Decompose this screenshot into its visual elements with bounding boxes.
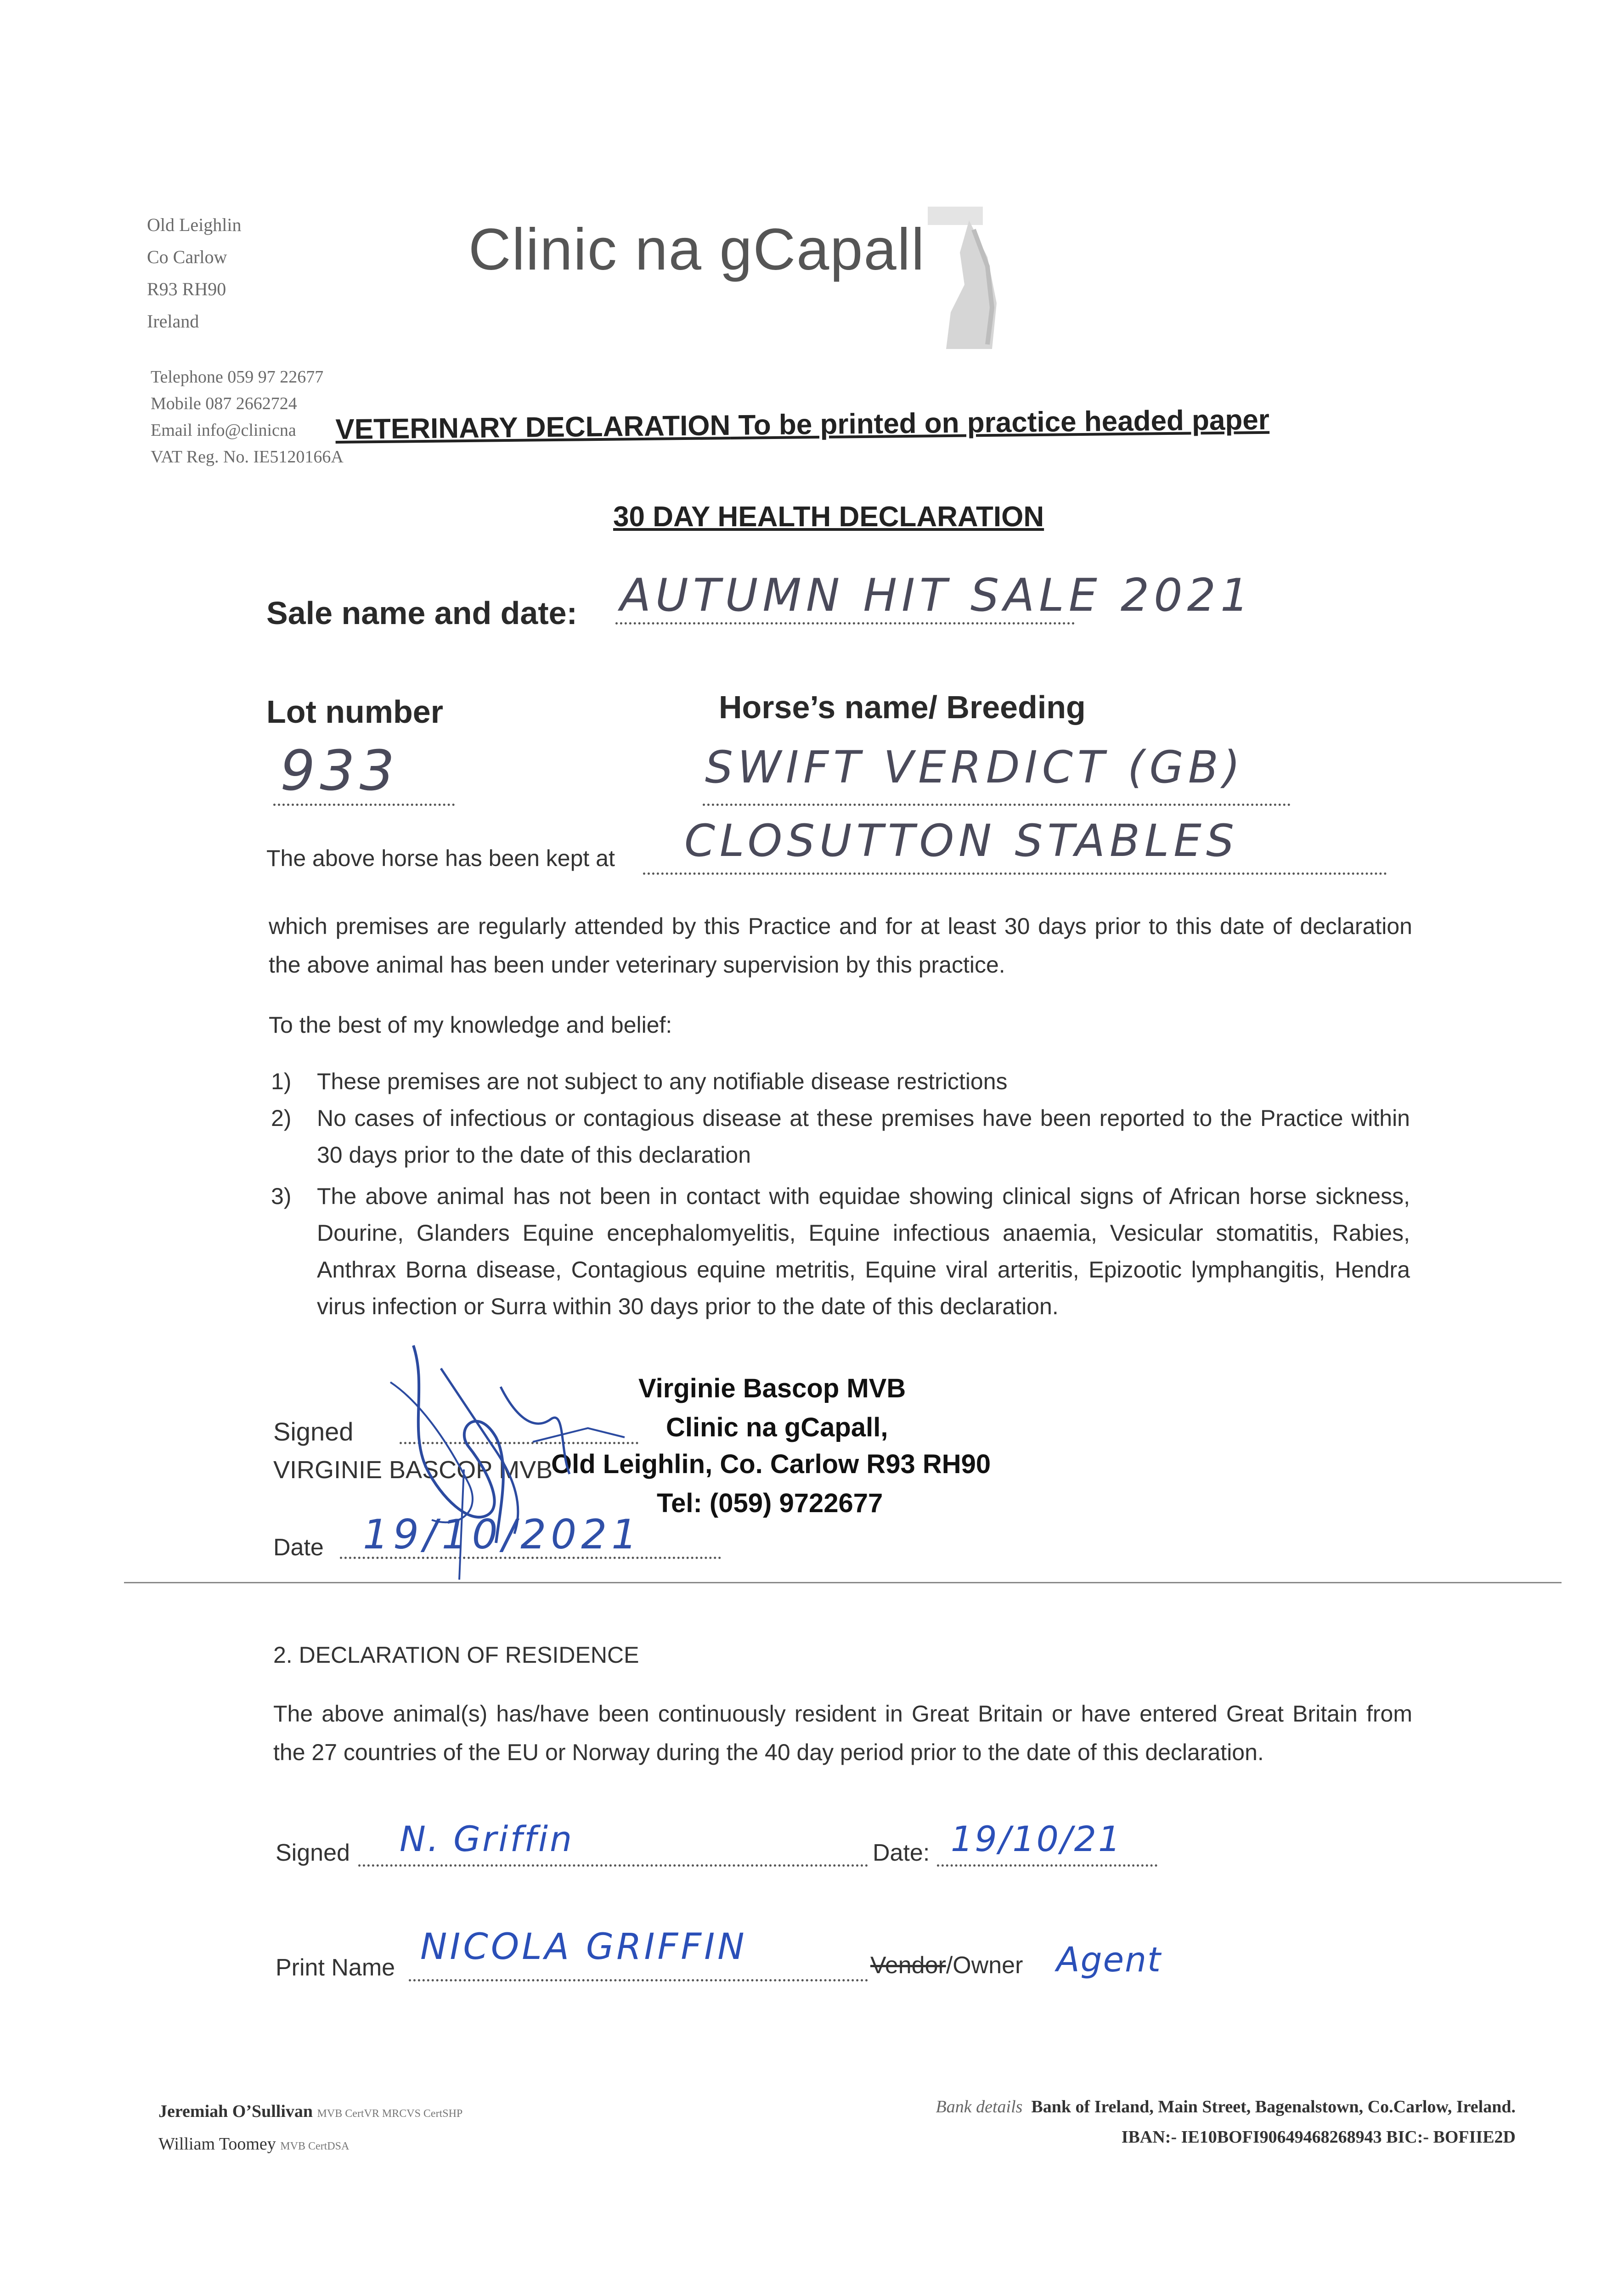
horse-logo-icon — [919, 202, 1010, 358]
stamp-name: Virginie Bascop MVB — [638, 1373, 906, 1403]
capacity-label — [870, 1952, 1023, 1979]
kept-value: CLOSUTTON STABLES — [684, 815, 1239, 867]
owner-label: /Owner — [946, 1952, 1023, 1979]
footer-vet-1 — [158, 2096, 462, 2129]
vet-date-value: 19/10/2021 — [363, 1511, 642, 1558]
capacity-value: Agent — [1056, 1940, 1162, 1980]
footer-vet-2-quals: MVB CertDSA — [280, 2140, 350, 2152]
vendor-label: Vendor — [870, 1952, 946, 1979]
print-name-value: NICOLA GRIFFIN — [420, 1926, 747, 1968]
address-line: Old Leighlin — [147, 214, 242, 235]
list-item-text: These premises are not subject to any notifiable disease restrictions — [317, 1069, 1008, 1094]
lot-value: 933 — [280, 739, 400, 803]
vet-declaration-heading: VETERINARY DECLARATION — [335, 409, 731, 445]
footer-vet-1-name: Jeremiah O’Sullivan — [158, 2102, 313, 2121]
residence-text: The above animal(s) has/have been continuously resident in Great Britain or have entered Great Britain from the 27 countries of the EU or Norway during the 40 day period prior to the date of this declaration. — [273, 1701, 1412, 1765]
health-declaration-title: 30 DAY HEALTH DECLARATION — [613, 501, 1044, 533]
clinic-logo-text: Clinic na gCapall — [468, 217, 925, 282]
vet-signed-label: Signed — [273, 1417, 354, 1446]
owner-date-label: Date: — [873, 1840, 930, 1866]
list-item-text: The above animal has not been in contact with equidae showing clinical signs of African horse sickness, Dourine, Glanders Equine encephalomyelitis, Equine infectious anaemia, Vesicular stomatitis, Rabies, Anthrax Borna disease, Contagious equine metritis, Equine viral arteritis, Epizootic lymphangitis, Hendra virus infection or Surra within 30 days prior to the date of this declaration. — [317, 1183, 1410, 1319]
email-line: Email info@clinicna — [151, 421, 296, 440]
stamp-telephone: Tel: (059) 9722677 — [657, 1488, 883, 1518]
residence-heading: 2. DECLARATION OF RESIDENCE — [273, 1642, 639, 1668]
premises-paragraph: which premises are regularly attended by this Practice and for at least 30 days prior to this date of declaration the above animal has been under veterinary supervision by this practice. — [269, 913, 1412, 978]
horse-value: SWIFT VERDICT (GB) — [705, 742, 1245, 793]
list-item-text: No cases of infectious or contagious disease at these premises have been reported to the Practice within 30 days prior to the date of this declaration — [317, 1105, 1410, 1168]
address-line: R93 RH90 — [147, 279, 226, 299]
bank-iban: IBAN:- IE10BOFI90649468268943 BIC:- BOFIIE2D — [1121, 2127, 1516, 2147]
list-item — [271, 1063, 1410, 1100]
list-item-number: 2) — [271, 1105, 292, 1131]
vet-signature — [349, 1332, 643, 1589]
clinic-address — [147, 209, 242, 338]
list-item-number: 3) — [271, 1183, 292, 1209]
telephone-line: Telephone 059 97 22677 — [151, 367, 324, 387]
address-line: Co Carlow — [147, 247, 227, 267]
vet-declaration-note: To be printed on practice headed paper — [730, 404, 1270, 441]
belief-paragraph: To the best of my knowledge and belief: — [269, 1012, 672, 1038]
footer-vet-1-quals: MVB CertVR MRCVS CertSHP — [317, 2108, 463, 2120]
sale-label: Sale name and date: — [266, 595, 577, 631]
lot-label: Lot number — [266, 694, 443, 730]
clinic-contact — [151, 364, 344, 470]
footer-bank — [758, 2092, 1516, 2152]
horse-label: Horse’s name/ Breeding — [719, 689, 1086, 725]
vet-name-line: VIRGINIE BASCOP MVB — [273, 1456, 553, 1484]
vet-date-label: Date — [273, 1534, 324, 1561]
vat-line: VAT Reg. No. IE5120166A — [151, 447, 344, 467]
footer-vet-2 — [158, 2129, 462, 2161]
stamp-clinic: Clinic na gCapall, — [666, 1412, 888, 1442]
list-item — [271, 1100, 1410, 1173]
owner-signature-value: N. Griffin — [400, 1818, 574, 1859]
sale-value: AUTUMN HIT SALE 2021 — [620, 569, 1254, 622]
list-item-number: 1) — [271, 1069, 292, 1094]
footer-vets — [158, 2096, 462, 2161]
section-divider — [124, 1582, 1562, 1583]
veterinary-declaration-title — [335, 404, 1269, 446]
footer-bank-line — [758, 2092, 1516, 2122]
stamp-address: Old Leighlin, Co. Carlow R93 RH90 — [551, 1449, 991, 1479]
print-name-label: Print Name — [276, 1954, 395, 1981]
owner-date-value: 19/10/21 — [951, 1818, 1122, 1859]
bank-address: Bank of Ireland, Main Street, Bagenalstown, Co.Carlow, Ireland. — [1031, 2097, 1516, 2116]
footer-vet-2-name: William Toomey — [158, 2134, 276, 2154]
owner-signed-label: Signed — [276, 1840, 350, 1866]
mobile-line: Mobile 087 2662724 — [151, 394, 297, 413]
bank-details-label: Bank details — [936, 2097, 1023, 2116]
kept-label: The above horse has been kept at — [266, 845, 615, 871]
address-line: Ireland — [147, 311, 199, 332]
